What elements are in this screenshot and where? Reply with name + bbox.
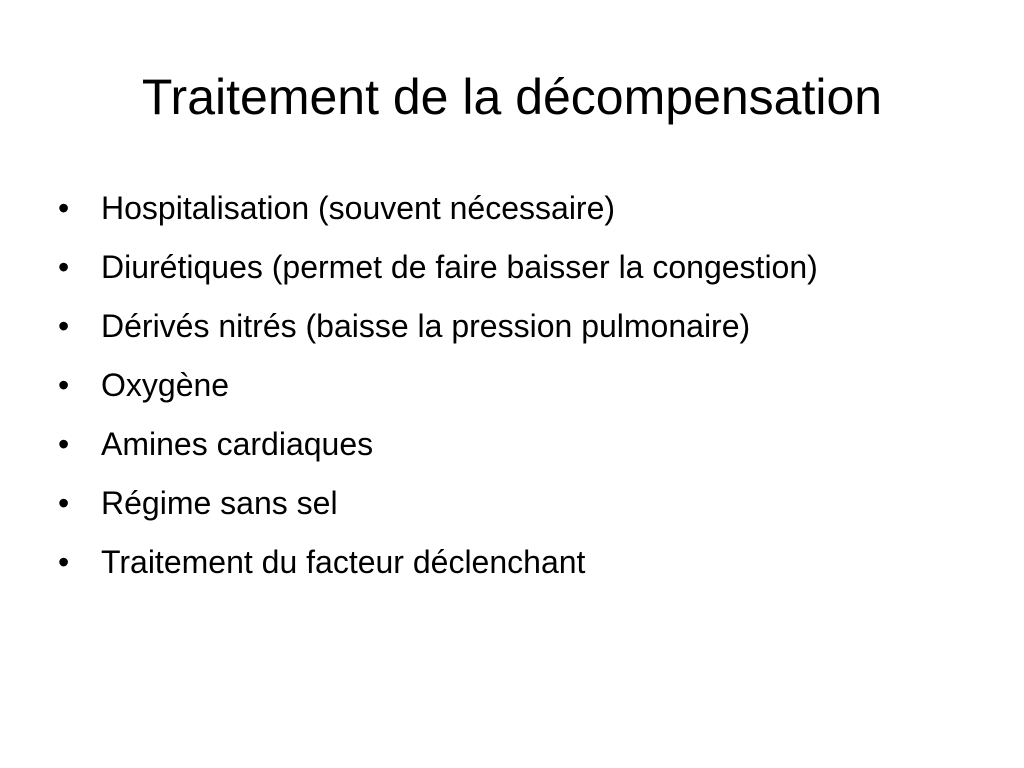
list-item (58, 184, 978, 233)
bullet-icon: • (58, 249, 70, 285)
bullet-icon: • (58, 367, 70, 403)
bullet-icon: • (58, 190, 70, 226)
bullet-icon: • (58, 485, 70, 521)
bullet-text: Traitement du facteur déclenchant (101, 544, 586, 580)
bullet-icon: • (58, 544, 70, 580)
bullet-text: Diurétiques (permet de faire baisser la congestion) (101, 249, 818, 285)
list-item (58, 302, 978, 351)
list-item (58, 361, 978, 410)
bullet-icon: • (58, 308, 70, 344)
bullet-text: Dérivés nitrés (baisse la pression pulmonaire) (101, 308, 751, 344)
bullet-icon: • (58, 426, 70, 462)
list-item (58, 479, 978, 528)
bullet-text: Amines cardiaques (101, 426, 374, 462)
bullet-text: Oxygène (101, 367, 230, 403)
list-item (58, 243, 978, 292)
list-item (58, 420, 978, 469)
bullet-list (58, 184, 978, 597)
list-item (58, 538, 978, 587)
slide-title: Traitement de la décompensation (141, 69, 883, 125)
bullet-text: Hospitalisation (souvent nécessaire) (101, 190, 616, 226)
bullet-text: Régime sans sel (101, 485, 338, 521)
